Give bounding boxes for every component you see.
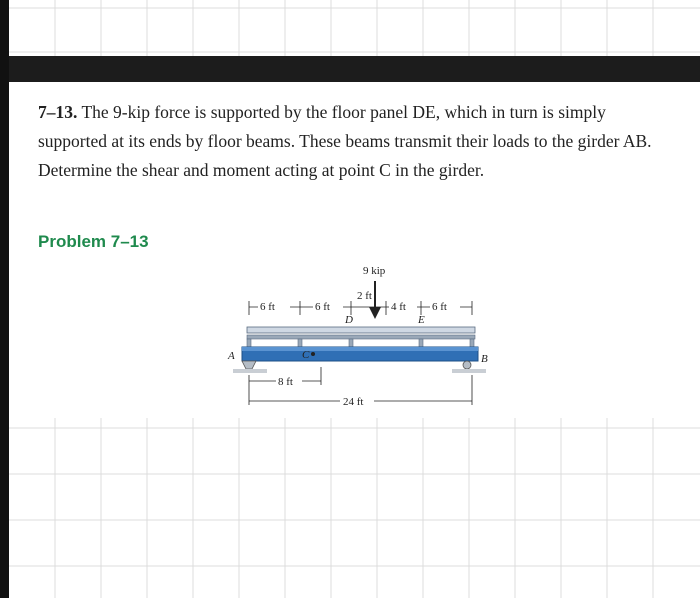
floor-beam-top [247, 335, 475, 339]
girder-figure [220, 255, 500, 415]
ground-a [233, 369, 267, 373]
grid-background-bottom [9, 418, 700, 598]
label-b: B [481, 353, 488, 365]
left-edge-bar [0, 0, 9, 598]
dim-24ft: 24 ft [343, 396, 364, 408]
floor-panel [247, 327, 475, 333]
dim-6ft-a: 6 ft [260, 301, 275, 313]
label-e: E [418, 314, 425, 326]
dark-band [9, 56, 700, 82]
dim-4ft: 4 ft [391, 301, 406, 313]
pin-support-a [242, 361, 256, 369]
point-c-marker [311, 352, 315, 356]
girder-highlight [242, 347, 478, 351]
problem-statement [38, 98, 678, 185]
load-label: 9 kip [363, 265, 386, 277]
problem-number: 7–13. [38, 102, 78, 122]
dim-6ft-b: 6 ft [315, 301, 330, 313]
roller-support-b [463, 361, 471, 369]
dim-2ft: 2 ft [357, 290, 372, 302]
ground-b [452, 369, 486, 373]
grid-background-top [9, 0, 700, 56]
figure-caption: Problem 7–13 [38, 232, 149, 251]
label-c: C [302, 349, 310, 361]
label-a: A [228, 350, 235, 362]
dim-8ft: 8 ft [278, 376, 293, 388]
label-d: D [345, 314, 353, 326]
problem-body: The 9-kip force is supported by the floor panel DE, which in turn is simply supported at its ends by floor beams. These beams transmit their loads to the girder AB. Determine the shear and moment acting at point C in the girder. [38, 102, 652, 180]
dim-6ft-c: 6 ft [432, 301, 447, 313]
